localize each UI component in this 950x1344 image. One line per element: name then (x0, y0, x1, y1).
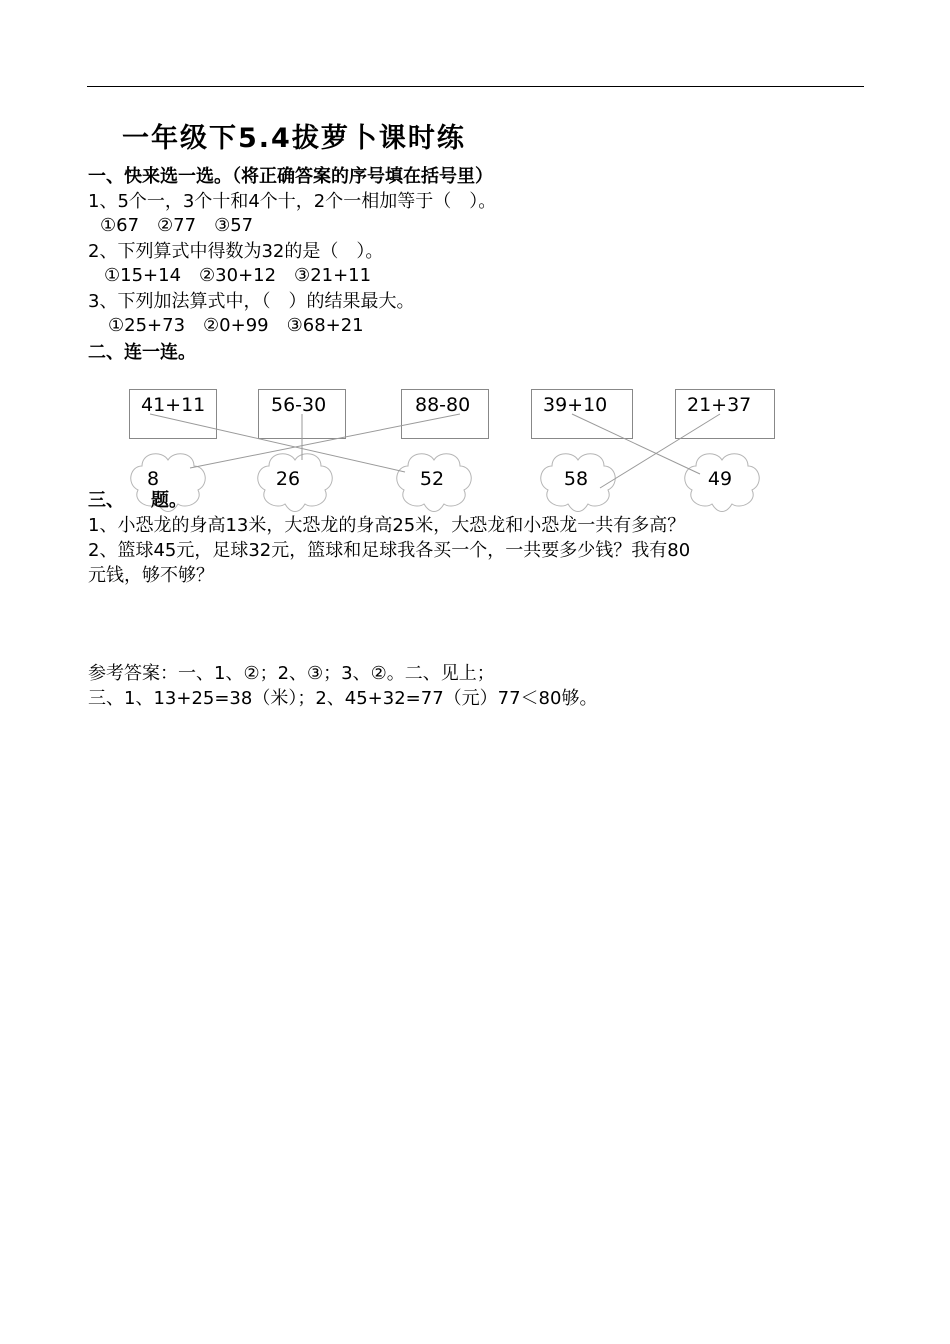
expression-label: 21+37 (687, 394, 752, 416)
result-label: 49 (707, 468, 733, 490)
section2-heading: 二、连一连。 (88, 342, 196, 363)
question-1: 1、5个一，3个十和4个十，2个一相加等于（ ）。 (88, 191, 497, 212)
question-2: 2、下列算式中得数为32的是（ ）。 (88, 241, 384, 262)
result-label: 52 (419, 468, 445, 490)
section1-heading: 一、快来选一选。（将正确答案的序号填在括号里） (88, 166, 493, 187)
question-2-options: ①15+14 ②30+12 ③21+11 (104, 265, 372, 286)
word-problem-2-cont: 元钱，够不够？ (88, 565, 214, 586)
answer-key-line-1: 参考答案：一、1、②；2、③；3、②。二、见上； (88, 663, 495, 684)
result-label: 26 (275, 468, 301, 490)
section3-heading: 三、 题。 (88, 490, 187, 511)
expression-label: 41+11 (141, 394, 206, 416)
word-problem-1: 1、小恐龙的身高13米，大恐龙的身高25米，大恐龙和小恐龙一共有多高？ (88, 515, 686, 536)
result-label: 58 (563, 468, 589, 490)
expression-label: 39+10 (543, 394, 608, 416)
expression-label: 88-80 (415, 394, 471, 416)
question-3-options: ①25+73 ②0+99 ③68+21 (108, 315, 364, 336)
result-label: 8 (146, 468, 160, 490)
question-3: 3、下列加法算式中，（ ）的结果最大。 (88, 291, 415, 312)
word-problem-2: 2、篮球45元，足球32元，篮球和足球我各买一个，一共要多少钱？我有80 (88, 540, 691, 561)
expression-label: 56-30 (271, 394, 327, 416)
answer-key-line-2: 三、1、13+25=38（米）；2、45+32=77（元）77＜80够。 (88, 688, 598, 709)
page-title: 一年级下5.4拔萝卜课时练 (122, 123, 466, 154)
question-1-options: ①67 ②77 ③57 (100, 215, 254, 236)
